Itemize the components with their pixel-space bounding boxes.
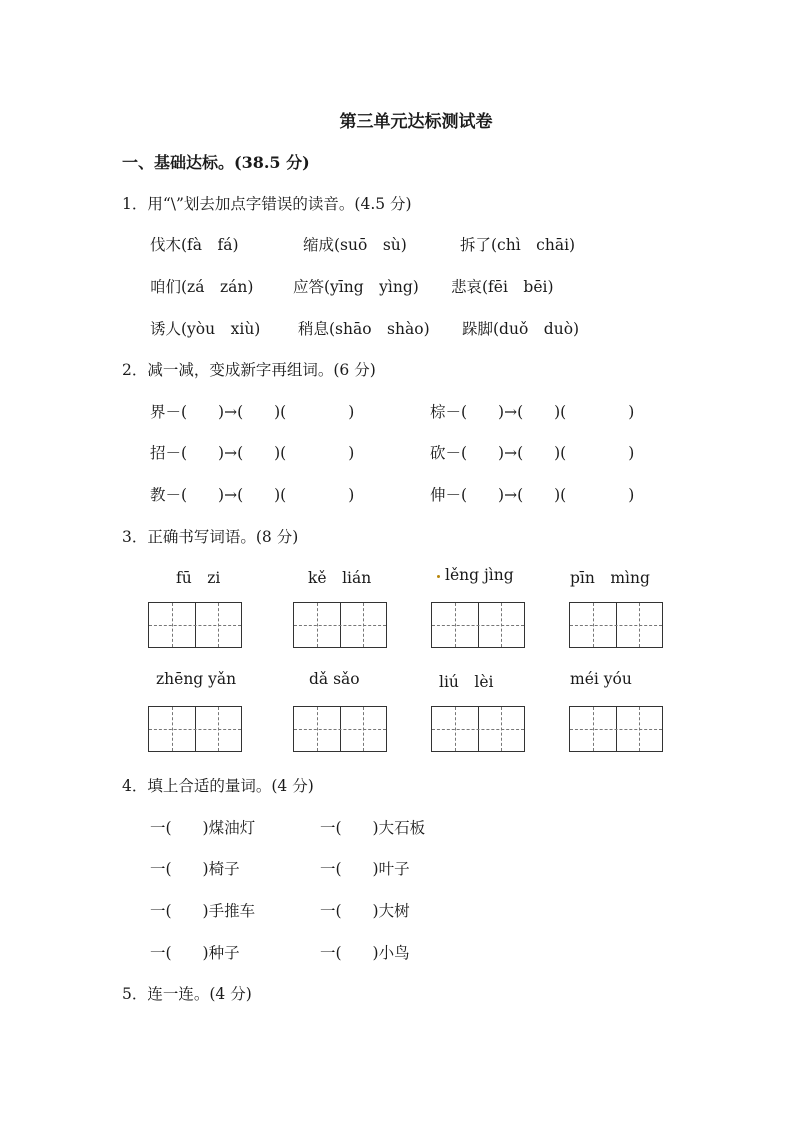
question-1-prompt: 1．用“\”划去加点字错误的读音。(4.5 分) xyxy=(122,195,412,213)
writing-grid[interactable] xyxy=(293,602,387,648)
pinyin-label: méi yóu xyxy=(570,670,632,688)
writing-grid[interactable] xyxy=(148,706,242,752)
pinyin-label: zhēng yǎn xyxy=(156,670,237,688)
q1-item[interactable]: 悲哀(fēi bēi) xyxy=(451,278,554,296)
question-4-prompt: 4．填上合适的量词。(4 分) xyxy=(122,777,314,795)
marker-dot-icon xyxy=(437,575,440,578)
writing-grid[interactable] xyxy=(293,706,387,752)
pinyin-label: pīn mìng xyxy=(570,569,650,587)
q2-item[interactable]: 棕－( )→( )( ) xyxy=(430,403,635,421)
q1-item[interactable]: 咱们(zá zán) xyxy=(150,278,254,296)
page-title: 第三单元达标测试卷 xyxy=(339,112,493,132)
q2-item[interactable]: 伸－( )→( )( ) xyxy=(430,486,635,504)
q4-item[interactable]: 一( )小鸟 xyxy=(320,944,410,962)
q4-item[interactable]: 一( )煤油灯 xyxy=(150,819,256,837)
pinyin-text: lěng jìng xyxy=(445,566,514,584)
q1-item[interactable]: 拆了(chì chāi) xyxy=(460,236,576,254)
q1-item[interactable]: 缩成(suō sù) xyxy=(303,236,407,254)
writing-grid[interactable] xyxy=(569,706,663,752)
question-3-prompt: 3．正确书写词语。(8 分) xyxy=(122,528,299,546)
pinyin-label: dǎ sǎo xyxy=(309,670,360,688)
q4-item[interactable]: 一( )大树 xyxy=(320,902,410,920)
pinyin-label: liú lèi xyxy=(439,673,494,691)
q1-item[interactable]: 伐木(fà fá) xyxy=(150,236,239,254)
question-2-prompt: 2．减一减，变成新字再组词。(6 分) xyxy=(122,361,376,379)
q1-item[interactable]: 诱人(yòu xiù) xyxy=(150,320,261,338)
writing-grid[interactable] xyxy=(148,602,242,648)
pinyin-label-marked xyxy=(437,566,514,584)
q1-item[interactable]: 稍息(shāo shào) xyxy=(298,320,430,338)
writing-grid[interactable] xyxy=(431,602,525,648)
q2-item[interactable]: 教－( )→( )( ) xyxy=(150,486,355,504)
question-5-prompt: 5．连一连。(4 分) xyxy=(122,985,252,1003)
q2-item[interactable]: 招－( )→( )( ) xyxy=(150,444,355,462)
q4-item[interactable]: 一( )大石板 xyxy=(320,819,426,837)
writing-grid[interactable] xyxy=(569,602,663,648)
pinyin-label: kě lián xyxy=(308,569,372,587)
q4-item[interactable]: 一( )椅子 xyxy=(150,860,240,878)
q1-item[interactable]: 跺脚(duǒ duò) xyxy=(462,320,580,338)
q2-item[interactable]: 砍－( )→( )( ) xyxy=(430,444,635,462)
q4-item[interactable]: 一( )种子 xyxy=(150,944,240,962)
q1-item[interactable]: 应答(yīng yìng) xyxy=(293,278,419,296)
q2-item[interactable]: 界－( )→( )( ) xyxy=(150,403,355,421)
q4-item[interactable]: 一( )手推车 xyxy=(150,902,256,920)
q4-item[interactable]: 一( )叶子 xyxy=(320,860,410,878)
pinyin-label: fū zi xyxy=(176,569,221,587)
writing-grid[interactable] xyxy=(431,706,525,752)
section-heading-basic: 一、基础达标。(38.5 分) xyxy=(122,153,310,172)
